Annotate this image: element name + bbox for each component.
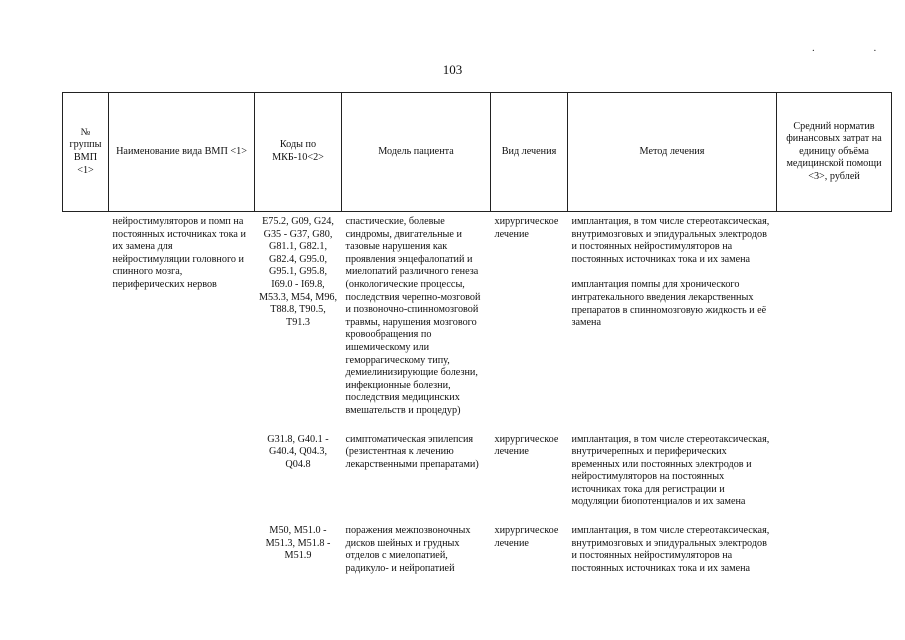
- method-text: имплантация, в том числе стереотаксическая, внутричерепных и периферических временных или постоянных электродов и нейростимуляторов на постоянных источниках тока для регистрации и модуляции биопотенциалов и их замена: [571, 433, 770, 508]
- cell-model: симптоматическая эпилепсия (резистентная к лечению лекарственными препаратами): [345, 433, 479, 470]
- header-type: Вид лечения: [491, 93, 568, 212]
- cell-group: [63, 212, 109, 422]
- vmp-table: [62, 92, 892, 579]
- cell-name: нейростимуляторов и помп на постоянных источниках тока и их замена для нейростимуляции головного и спинного мозга, периферических нервов: [112, 216, 246, 290]
- table-header-row: [63, 93, 892, 212]
- scan-specks: . .: [812, 42, 905, 54]
- header-model: Модель пациента: [342, 93, 491, 212]
- cell-cost: [777, 212, 892, 422]
- method-text: имплантация помпы для хронического интратекального введения лекарственных препаратов в спинномозговую жидкость и её замена: [571, 279, 767, 329]
- table-row: [63, 212, 892, 422]
- cell-type: хирургическое лечение: [494, 433, 559, 458]
- cell-model: спастические, болевые синдромы, двигательные и тазовые нарушения как проявления энцефалопатий и миелопатий различного генеза (онкологические процессы, последствия черепно-мозговой и позвоночно-спинномозговой травмы, нарушения мозгового кровообращения по ишемическому или геморрагическому типу, демиелинизирующие болезни, инфекционные болезни, последствия медицинских вмешательств и процедур): [345, 216, 481, 416]
- cell-name: [109, 422, 255, 514]
- header-name: Наименование вида ВМП <1>: [109, 93, 255, 212]
- table-row: [63, 422, 892, 514]
- cell-group: [63, 513, 109, 579]
- cell-codes: E75.2, G09, G24, G35 - G37, G80, G81.1, G82.1, G82.4, G95.0, G95.1, G95.8, I69.0 - I69.8, M53.3, M54, M96, T88.8, T90.5, T91.3: [258, 216, 338, 328]
- method-text: имплантация, в том числе стереотаксическая, внутримозговых и эпидуральных электродов и постоянных нейростимуляторов на постоянных источниках тока и их замена: [571, 216, 770, 265]
- page-number: 103: [442, 62, 463, 77]
- cell-group: [63, 422, 109, 514]
- cell-name: [109, 513, 255, 579]
- cell-method: [568, 212, 777, 422]
- header-method: Метод лечения: [568, 93, 777, 212]
- cell-codes: M50, M51.0 - M51.3, M51.8 - M51.9: [265, 525, 331, 562]
- cell-cost: [777, 513, 892, 579]
- header-group: № группы ВМП <1>: [63, 93, 109, 212]
- cell-method: [568, 422, 777, 514]
- cell-type: хирургическое лечение: [494, 216, 559, 240]
- table-row: [63, 513, 892, 579]
- header-cost: Средний норматив финансовых затрат на единицу объёма медицинской помощи <3>, рублей: [777, 93, 892, 212]
- cell-model: поражения межпозвоночных дисков шейных и грудных отделов с миелопатией, радикуло- и нейропатией: [345, 525, 471, 574]
- header-codes: Коды по МКБ-10<2>: [255, 93, 342, 212]
- cell-type: хирургическое лечение: [494, 525, 559, 549]
- cell-method: [568, 513, 777, 579]
- cell-cost: [777, 422, 892, 514]
- method-text: имплантация, в том числе стереотаксическая, внутримозговых и эпидуральных электродов и постоянных нейростимуляторов на постоянных источниках тока и их замена: [571, 525, 770, 574]
- cell-codes: G31.8, G40.1 - G40.4, Q04.3, Q04.8: [267, 433, 329, 470]
